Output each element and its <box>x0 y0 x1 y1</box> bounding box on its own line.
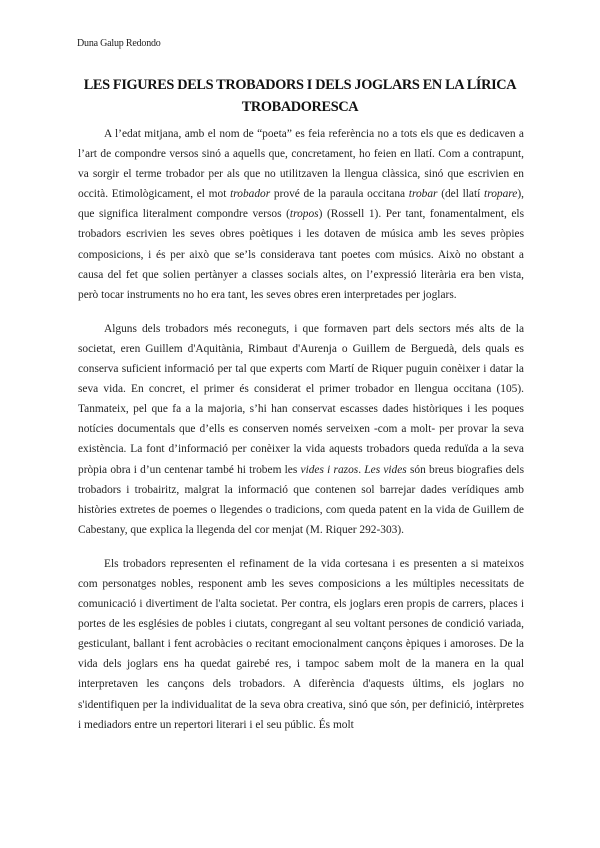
text-run: A l’edat mitjana, amb el nom de “poeta” es feia referència no a tots els que es dedicaven a l’art de compondre versos sinó a aquells que, concretament, ho feien en llatí. Com a contrapunt, va sorgir el terme trobador per als que no utilitzaven la llengua clàssica, sinó que escrivien en occità. Etimològicament, el mot <box>78 128 524 201</box>
document-body <box>78 124 524 749</box>
italic-term: vides i razos <box>300 463 359 476</box>
text-run: ), que significa literalment compondre versos ( <box>78 188 525 221</box>
text-run: Els trobadors representen el refinament de la vida cortesana i es presenten a si mateixos com personatges nobles, responent amb les seves composicions a les múltiples necessitats de comunicació i divertiment de l'alta societat. Per contra, els joglars eren propis de carrers, places i portes de les esglésies de pobles i ciutats, congregant al seu voltant persones de condició variada, gesticulant, ballant i fent acrobàcies o recitant emocionalment cançons èpiques i amoroses. De la vida dels joglars ens ha quedat gairebé res, i tampoc sabem molt de la manera en la qual interpretaven les cançons dels trobadors. A diferència d'aquests últims, els joglars no s'identifiquen per la individualitat de la seva obra creativa, sinó que són, per definició, intèrpretes i mediadors entre un repertori literari i el seu públic. És molt <box>78 557 524 731</box>
text-run: ) (Rossell 1). Per tant, fonamentalment, els trobadors escrivien les seves obres poètiques i les dotaven de música amb les seves pròpies composicions, i és per això que se’ls considerava tant poetes com músics. Això no obstant a causa del fet que solien pertànyer a classes socials altes, on l’expressió literària era ben vista, però tocar instruments no ho era tant, les seves obres eren interpretades per joglars. <box>78 208 524 301</box>
text-run: són breus biografies dels trobadors i trobairitz, malgrat la informació que contenen sol barrejar dades verídiques amb històries extretes de poemes o llegendes o tradicions, com queda patent en la vida de Guillem de Cabestany, que explica la llegenda del cor menjat (M. Riquer 292-303). <box>78 463 525 536</box>
text-run: . <box>358 463 365 476</box>
italic-term: trobador <box>230 188 271 201</box>
paragraph-1 <box>78 124 524 305</box>
running-header-author: Duna Galup Redondo <box>77 38 161 49</box>
italic-term: tropare <box>484 188 518 201</box>
text-run: (del llatí <box>437 188 485 201</box>
italic-term: trobar <box>408 188 438 201</box>
italic-term: Les vides <box>364 463 407 476</box>
paragraph-3 <box>78 554 524 735</box>
text-run: prové de la paraula occitana <box>270 188 409 201</box>
document-title: LES FIGURES DELS TROBADORS I DELS JOGLARS EN LA LÍRICA TROBADORESCA <box>83 77 517 115</box>
paragraph-2 <box>78 319 524 540</box>
text-run: Alguns dels trobadors més reconeguts, i que formaven part dels sectors més alts de la societat, eren Guillem d'Aquitània, Rimbaut d'Aurenja o Guillem de Berguedà, dels quals es conserva suficient informació per tal que experts com Martí de Riquer puguin conèixer i datar la seva vida. En concret, el primer és considerat el primer trobador en llengua occitana (105). Tanmateix, pel que fa a la majoria, s’hi han conservat escasses dades històriques i les poques notícies documentals que d’ells es conserven només serveixen -com a molt- per provar la seva existència. La font d’informació per conèixer la vida aquests trobadors queda reduïda a la seva pròpia obra i d’un centenar també hi trobem les <box>78 322 524 476</box>
italic-term: tropos <box>289 208 319 221</box>
